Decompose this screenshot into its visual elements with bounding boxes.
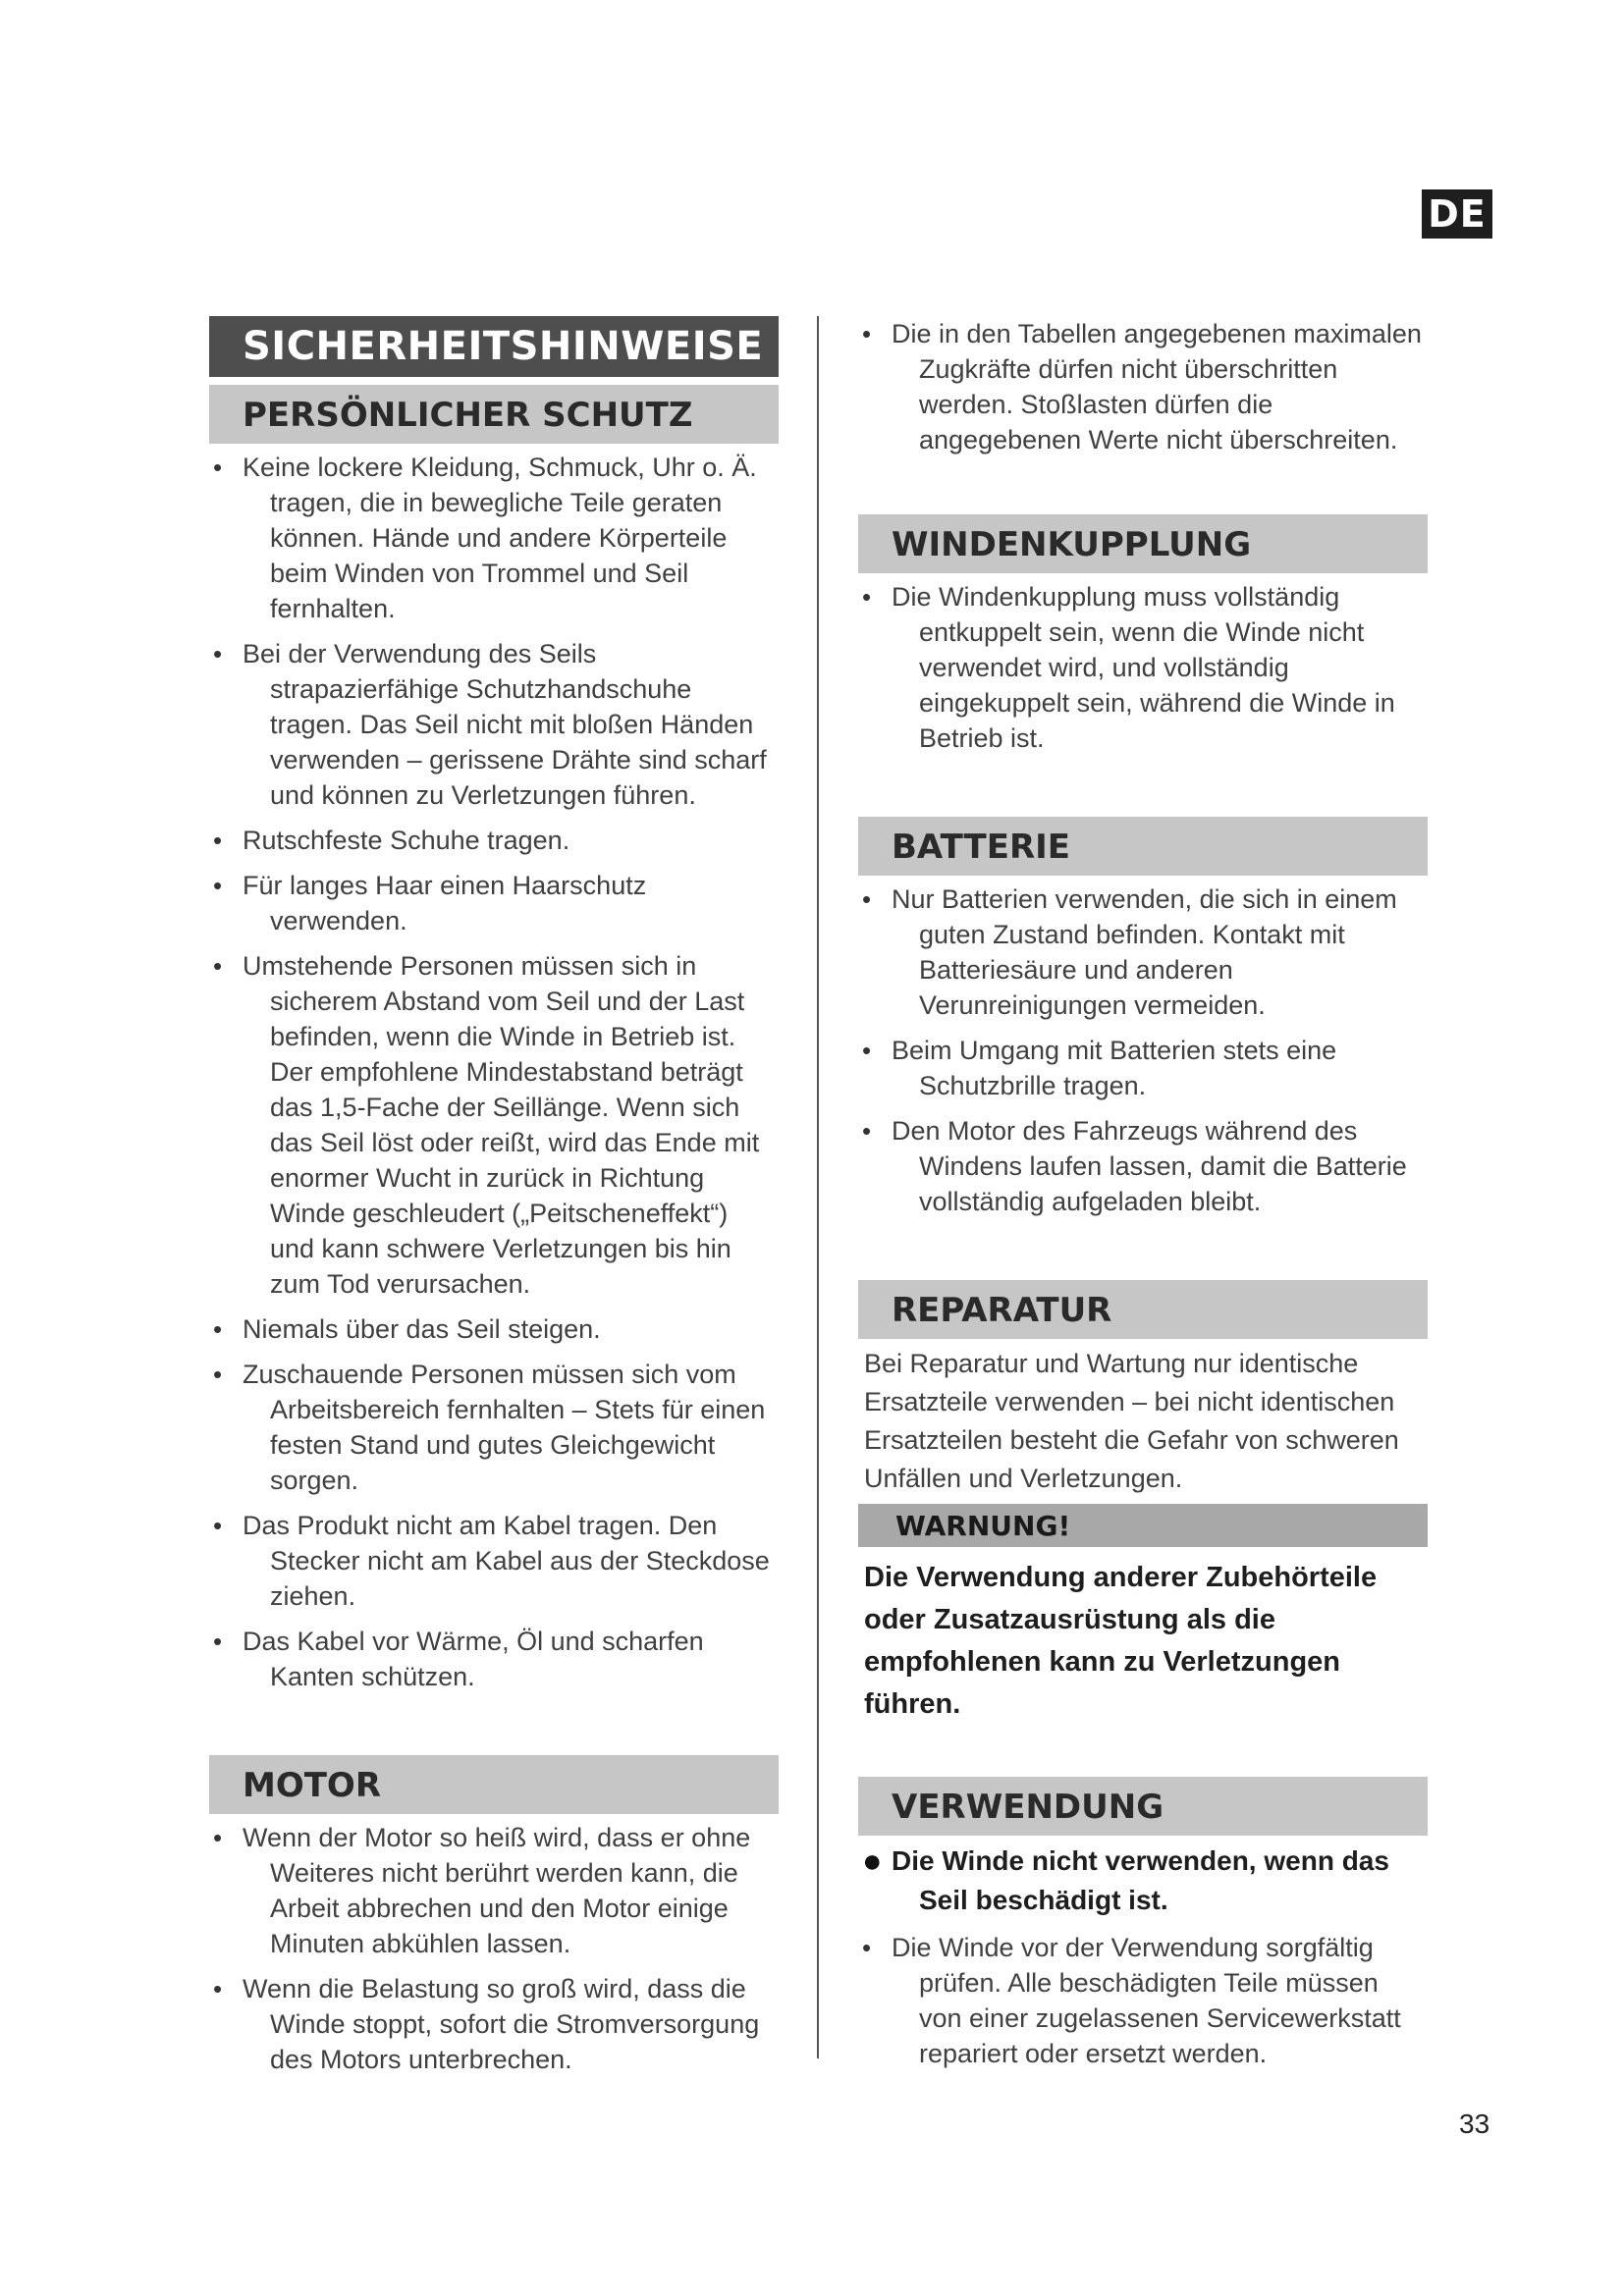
bullet-icon: • bbox=[213, 1360, 223, 1389]
list-item: • Beim Umgang mit Batterien stets eine Schutzbrille tragen. bbox=[858, 1033, 1428, 1103]
bullet-icon: • bbox=[213, 639, 223, 668]
list-item: • Niemals über das Seil steigen. bbox=[209, 1311, 779, 1347]
bullet-icon: • bbox=[213, 1627, 223, 1656]
bullet-icon: • bbox=[213, 951, 223, 981]
section-heading-battery: BATTERIE bbox=[858, 817, 1428, 876]
personal-list bbox=[209, 450, 779, 1694]
bullet-icon: • bbox=[213, 1511, 223, 1540]
bullet-icon: • bbox=[213, 871, 223, 900]
list-item: • Die in den Tabellen angegebenen maximalen Zugkräfte dürfen nicht überschritten werden. Stoßlasten dürfen die angegebenen Werte nicht überschreiten. bbox=[858, 316, 1428, 457]
left-column bbox=[209, 316, 779, 2087]
repair-text: Bei Reparatur und Wartung nur identische Ersatzteile verwenden – bei nicht identischen Ersatzteilen besteht die Gefahr von schweren Unfällen und Verletzungen. bbox=[864, 1349, 1399, 1493]
list-item: • Nur Batterien verwenden, die sich in einem guten Zustand befinden. Kontakt mit Batteriesäure und anderen Verunreinigungen vermeiden. bbox=[858, 881, 1428, 1023]
section-heading-usage: VERWENDUNG bbox=[858, 1777, 1428, 1836]
bullet-icon: • bbox=[213, 1823, 223, 1852]
bullet-icon: • bbox=[862, 582, 872, 612]
list-item: • Die Winde vor der Verwendung sorgfältig prüfen. Alle beschädigten Teile müssen von einer zugelassenen Servicewerkstatt repariert oder ersetzt werden. bbox=[858, 1930, 1428, 2071]
section-heading-clutch: WINDENKUPPLUNG bbox=[858, 514, 1428, 573]
motor-list bbox=[209, 1820, 779, 2077]
bullet-icon: • bbox=[862, 319, 872, 348]
intro-list bbox=[858, 316, 1428, 457]
warning-text: Die Verwendung anderer Zubehörteile oder Zusatzausrüstung als die empfohlenen kann zu Verletzungen führen. bbox=[864, 1562, 1378, 1720]
list-item: • Bei der Verwendung des Seils strapazierfähige Schutzhandschuhe tragen. Das Seil nicht mit bloßen Händen verwenden – gerissene Drähte sind scharf und können zu Verletzungen führen. bbox=[209, 636, 779, 813]
right-column bbox=[858, 316, 1428, 2081]
list-item: ● Die Winde nicht verwenden, wenn das Seil beschädigt ist. bbox=[862, 1842, 1389, 1915]
list-item: • Das Produkt nicht am Kabel tragen. Den Stecker nicht am Kabel aus der Steckdose ziehen. bbox=[209, 1508, 779, 1614]
usage-list bbox=[858, 1842, 1428, 2071]
language-badge: DE bbox=[1422, 189, 1492, 239]
bullet-icon: • bbox=[213, 1974, 223, 2003]
battery-list bbox=[858, 881, 1428, 1219]
list-item: • Wenn der Motor so heiß wird, dass er ohne Weiteres nicht berührt werden kann, die Arbeit abbrechen und den Motor einige Minuten abkühlen lassen. bbox=[209, 1820, 779, 1961]
list-item: • Das Kabel vor Wärme, Öl und scharfen Kanten schützen. bbox=[209, 1624, 779, 1694]
bullet-icon: • bbox=[862, 1933, 872, 1962]
bullet-icon: • bbox=[862, 1116, 872, 1146]
section-heading-motor: MOTOR bbox=[209, 1755, 779, 1814]
list-item: • Die Windenkupplung muss vollständig entkuppelt sein, wenn die Winde nicht verwendet wird, und vollständig eingekuppelt sein, während die Winde in Betrieb ist. bbox=[858, 579, 1428, 756]
warning-heading: WARNUNG! bbox=[858, 1504, 1428, 1547]
list-item: • Rutschfeste Schuhe tragen. bbox=[209, 823, 779, 858]
list-item: • Umstehende Personen müssen sich in sicherem Abstand vom Seil und der Last befinden, wenn die Winde in Betrieb ist. Der empfohlene Mindestabstand beträgt das 1,5-Fache der Seillänge. Wenn sich das Seil löst oder reißt, wird das Ende mit enormer Wucht in zurück in Richtung Winde geschleudert („Peitscheneffekt“) und kann schwere Verletzungen bis hin zum Tod verursachen. bbox=[209, 948, 779, 1302]
bullet-icon: • bbox=[862, 1036, 872, 1065]
section-heading-personal: PERSÖNLICHER SCHUTZ bbox=[209, 385, 779, 444]
bullet-icon: • bbox=[213, 826, 223, 855]
bullet-icon: ● bbox=[862, 1842, 883, 1880]
list-item: • Keine lockere Kleidung, Schmuck, Uhr o. Ä. tragen, die in bewegliche Teile geraten können. Hände und andere Körperteile beim Winden von Trommel und Seil fernhalten. bbox=[209, 450, 779, 626]
list-item: • Für langes Haar einen Haarschutz verwenden. bbox=[209, 868, 779, 938]
column-divider bbox=[817, 316, 819, 2058]
bullet-icon: • bbox=[862, 884, 872, 914]
clutch-list bbox=[858, 579, 1428, 756]
bullet-icon: • bbox=[213, 1314, 223, 1344]
list-item: • Zuschauende Personen müssen sich vom Arbeitsbereich fernhalten – Stets für einen festen Stand und gutes Gleichgewicht sorgen. bbox=[209, 1357, 779, 1498]
page-number: 33 bbox=[1459, 2109, 1490, 2139]
list-item: • Den Motor des Fahrzeugs während des Windens laufen lassen, damit die Batterie vollständig aufgeladen bleibt. bbox=[858, 1113, 1428, 1219]
section-heading-repair: REPARATUR bbox=[858, 1280, 1428, 1339]
list-item: • Wenn die Belastung so groß wird, dass die Winde stoppt, sofort die Stromversorgung des Motors unterbrechen. bbox=[209, 1971, 779, 2077]
main-title: SICHERHEITSHINWEISE bbox=[209, 316, 779, 377]
bullet-icon: • bbox=[213, 453, 223, 482]
